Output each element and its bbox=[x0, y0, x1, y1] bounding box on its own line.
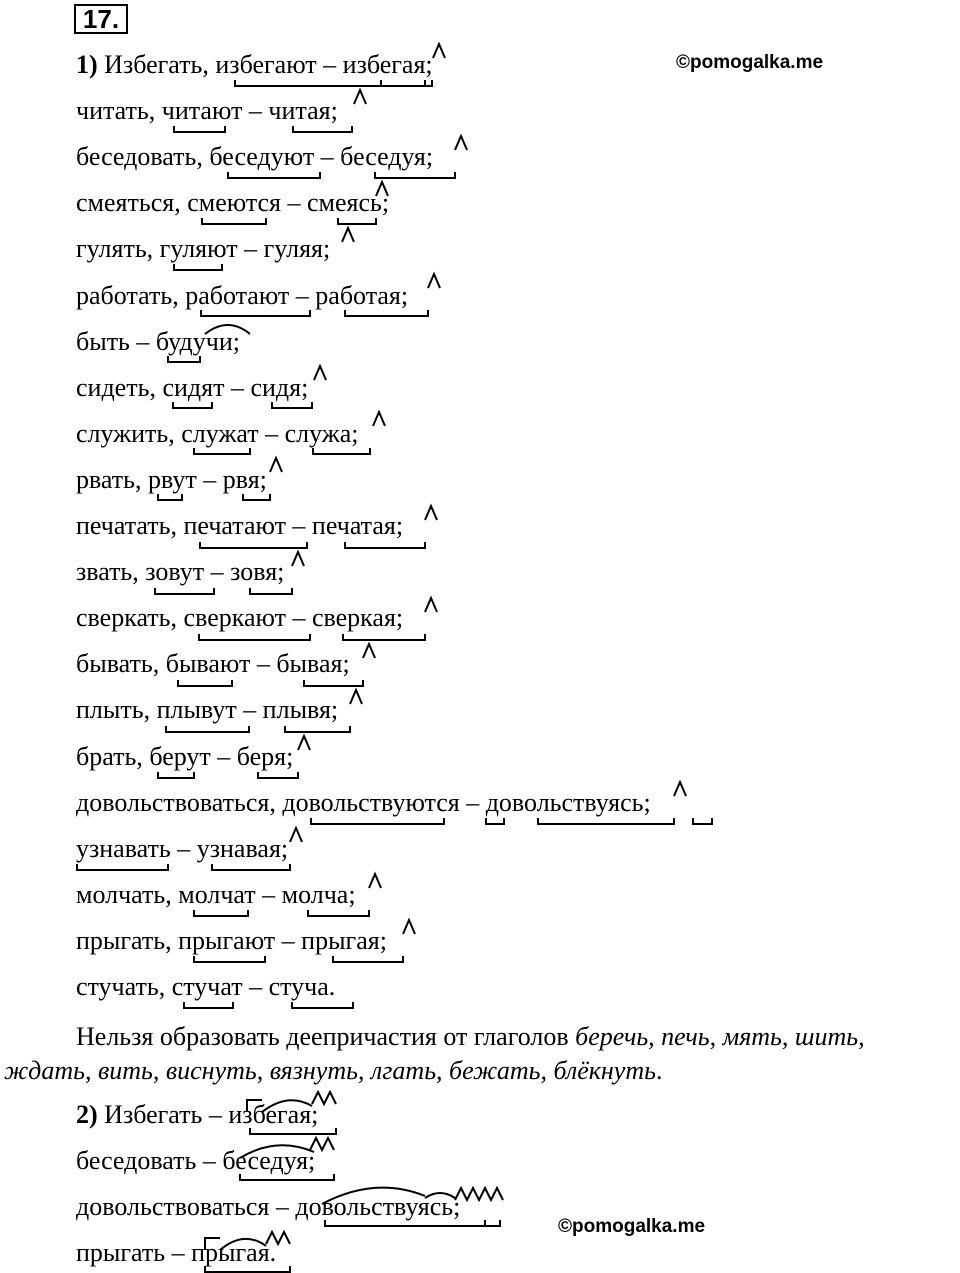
stem-bracket bbox=[194, 448, 250, 454]
suffix-mark bbox=[369, 874, 381, 888]
part2-line-text: беседовать – беседуя; bbox=[76, 1146, 316, 1175]
stem-bracket bbox=[333, 956, 403, 962]
note-verbs-2: ждать, вить, виснуть, вязнуть, лгать, бежать, блёкнуть bbox=[4, 1056, 656, 1085]
part1-line-text: служить, служат – служа; bbox=[76, 418, 359, 448]
part1-line bbox=[76, 419, 359, 449]
part2-line-text: Избегать – избегая; bbox=[104, 1100, 319, 1129]
part1-line bbox=[76, 557, 284, 587]
part1-line-text: рвать, рвут – рвя; bbox=[76, 464, 267, 494]
watermark-bottom: ©pomogalka.me bbox=[558, 1216, 706, 1237]
stem-bracket bbox=[538, 818, 674, 824]
part2-line-text: довольствоваться – довольствуясь; bbox=[76, 1192, 461, 1221]
part1-line bbox=[76, 834, 288, 864]
part2-line-text: прыгать – прыгая. bbox=[76, 1238, 277, 1267]
note-verbs-1: беречь, печь, мять, шить, bbox=[575, 1022, 865, 1051]
stem-bracket bbox=[308, 910, 369, 916]
stem-bracket bbox=[345, 542, 425, 548]
part1-line bbox=[76, 327, 240, 357]
part1-line bbox=[76, 281, 408, 311]
stem-bracket bbox=[235, 80, 425, 86]
part1-line bbox=[76, 511, 403, 541]
suffix-mark bbox=[428, 274, 440, 288]
part1-line bbox=[76, 926, 387, 956]
part1-line-text: звать, зовут – зовя; bbox=[76, 557, 285, 587]
suffix-mark bbox=[373, 412, 385, 426]
part1-line-text: гулять, гуляют – гуляя; bbox=[76, 234, 331, 264]
part1-line-text: смеяться, смеются – смеясь; bbox=[76, 188, 390, 218]
part1-line-text: Избегать, избегают – избегая; bbox=[104, 50, 433, 79]
stem-bracket bbox=[201, 310, 310, 316]
part1-line-text: прыгать, прыгают – прыгая; bbox=[76, 925, 387, 955]
part1-line-text: быть – будучи; bbox=[76, 326, 240, 356]
stem-bracket bbox=[311, 818, 444, 824]
suffix-mark bbox=[433, 44, 445, 58]
stem-bracket bbox=[313, 448, 370, 454]
suffix-mark bbox=[350, 690, 362, 704]
stem-bracket bbox=[343, 634, 425, 640]
stem-bracket bbox=[485, 1220, 500, 1226]
stem-bracket bbox=[166, 726, 249, 732]
stem-bracket bbox=[202, 218, 266, 224]
suffix-mark bbox=[354, 90, 366, 104]
part1-line bbox=[76, 234, 330, 264]
part1-line bbox=[76, 788, 651, 818]
part1-line bbox=[76, 880, 356, 910]
stem-bracket bbox=[178, 680, 232, 686]
stem-bracket bbox=[293, 126, 352, 132]
suffix-mark bbox=[314, 366, 326, 380]
part1-line-text: брать, берут – беря; bbox=[76, 741, 294, 771]
part1-line-text: стучать, стучат – стуча. bbox=[76, 972, 336, 1001]
part2-line bbox=[76, 1146, 315, 1176]
part1-line bbox=[76, 603, 403, 633]
part1-line-text: молчать, молчат – молча; bbox=[76, 879, 356, 909]
suffix-mark bbox=[425, 506, 437, 520]
note-line-2 bbox=[4, 1056, 960, 1086]
part2-label: 2) bbox=[76, 1100, 98, 1129]
stem-bracket bbox=[212, 864, 290, 870]
part1-line-text: бывать, бывают – бывая; bbox=[76, 649, 350, 679]
stem-bracket bbox=[199, 634, 310, 640]
stem-bracket bbox=[345, 310, 428, 316]
stem-bracket bbox=[158, 494, 182, 500]
stem-bracket bbox=[200, 542, 307, 548]
exercise-number: 17. bbox=[74, 4, 128, 34]
suffix-mark bbox=[455, 1188, 503, 1200]
part1-line-text: узнавать – узнавая; bbox=[76, 833, 289, 863]
stem-bracket bbox=[693, 818, 712, 824]
stem-bracket bbox=[168, 356, 200, 362]
watermark-top: ©pomogalka.me bbox=[676, 52, 824, 73]
suffix-mark bbox=[363, 644, 375, 658]
part1-line-text: читать, читают – читая; bbox=[76, 96, 338, 126]
suffix-mark bbox=[403, 920, 415, 934]
suffix-mark bbox=[455, 136, 467, 150]
part1-line bbox=[76, 142, 433, 172]
stem-bracket bbox=[250, 588, 292, 594]
stem-bracket bbox=[486, 818, 504, 824]
stem-bracket bbox=[381, 80, 432, 86]
stem-bracket bbox=[304, 680, 363, 686]
stem-bracket bbox=[174, 264, 222, 270]
part1-line-text: сверкать, сверкают – сверкая; bbox=[76, 603, 404, 633]
part2-line bbox=[76, 1192, 460, 1222]
stem-bracket bbox=[338, 218, 376, 224]
suffix-mark bbox=[298, 736, 310, 750]
stem-bracket bbox=[258, 772, 298, 778]
stem-bracket bbox=[77, 864, 168, 870]
part1-line bbox=[76, 96, 338, 126]
part1-line bbox=[76, 188, 389, 218]
suffix-mark bbox=[270, 458, 282, 472]
part1-line bbox=[76, 465, 267, 495]
stem-bracket bbox=[173, 402, 212, 408]
suffix-mark bbox=[292, 552, 304, 566]
note-end: . bbox=[655, 1056, 663, 1085]
stem-bracket bbox=[243, 494, 270, 500]
suffix-mark bbox=[425, 598, 437, 612]
part1-line bbox=[76, 695, 338, 725]
note-line-1 bbox=[76, 1022, 960, 1052]
part1-line bbox=[76, 50, 433, 80]
stem-bracket bbox=[285, 726, 350, 732]
part1-line bbox=[76, 649, 350, 679]
part1-line-text: беседовать, беседуют – беседуя; bbox=[76, 142, 434, 172]
stem-bracket bbox=[292, 1002, 353, 1008]
note-lead: Нельзя образовать деепричастия от глаголов bbox=[76, 1022, 576, 1051]
part1-line-text: работать, работают – работая; bbox=[76, 280, 409, 310]
part1-line-text: довольствоваться, довольствуются – довольствуясь; bbox=[76, 787, 651, 817]
stem-bracket bbox=[158, 772, 194, 778]
suffix-mark bbox=[674, 782, 686, 796]
part1-line bbox=[76, 373, 308, 403]
stem-bracket bbox=[184, 1002, 233, 1008]
suffix-mark bbox=[342, 228, 354, 242]
stem-bracket bbox=[194, 910, 248, 916]
stem-bracket bbox=[174, 126, 225, 132]
stem-bracket bbox=[375, 172, 455, 178]
part1-line-text: сидеть, сидят – сидя; bbox=[76, 372, 309, 402]
part1-line-text: плыть, плывут – плывя; bbox=[76, 695, 339, 725]
suffix-mark bbox=[290, 828, 302, 842]
part1-line bbox=[76, 972, 335, 1002]
stem-bracket bbox=[228, 172, 320, 178]
stem-bracket bbox=[194, 956, 265, 962]
stem-bracket bbox=[155, 588, 214, 594]
part2-line bbox=[76, 1238, 276, 1268]
part1-line-text: печатать, печатают – печатая; bbox=[76, 511, 404, 540]
stem-bracket bbox=[272, 402, 312, 408]
part1-line bbox=[76, 742, 293, 772]
part2-line bbox=[76, 1100, 318, 1130]
part1-label: 1) bbox=[76, 50, 98, 79]
